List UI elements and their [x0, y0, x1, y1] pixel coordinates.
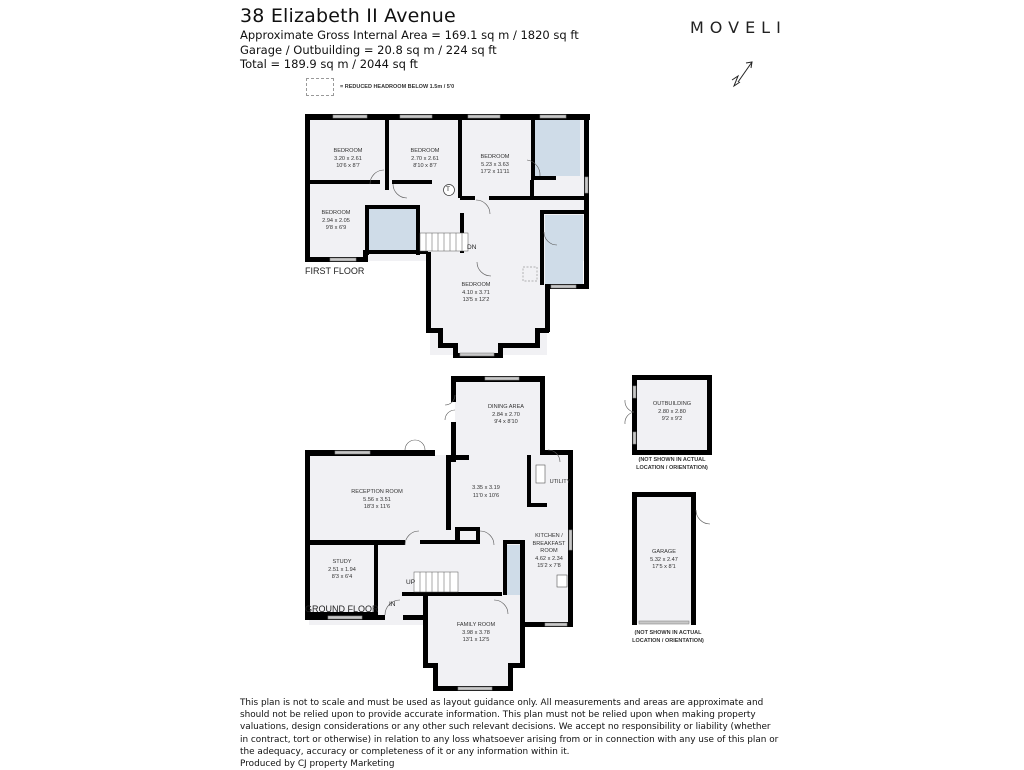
room-bedroom-2: BEDROOM 2.70 x 2.61 8'10 x 8'7: [410, 148, 440, 170]
brand-logo: MOVELI: [690, 18, 787, 37]
entrance-label: IN: [389, 601, 396, 608]
stairs-down-label: DN: [467, 244, 477, 251]
room-outbuilding: OUTBUILDING 2.80 x 2.80 9'2 x 9'2: [652, 401, 692, 423]
producer-credit: Produced by CJ property Marketing: [240, 759, 395, 770]
room-utility: UTILITY: [549, 479, 571, 485]
first-floor-label: FIRST FLOOR: [305, 266, 365, 276]
property-title: 38 Elizabeth II Avenue: [240, 5, 456, 27]
ground-floor-label: GROUND FLOOR: [305, 604, 379, 614]
gross-internal-area: Approximate Gross Internal Area = 169.1 sq m / 1820 sq ft: [240, 28, 579, 42]
room-dining-area: DINING AREA 2.84 x 2.70 9'4 x 8'10: [487, 404, 525, 426]
legend-text: = REDUCED HEADROOM BELOW 1.5m / 5'0: [340, 84, 455, 90]
outbuilding-location-note: (NOT SHOWN IN ACTUAL LOCATION / ORIENTATION): [636, 457, 708, 471]
room-bedroom-5: BEDROOM 4.10 x 3.71 13'5 x 12'2: [461, 282, 491, 304]
room-kitchen-breakfast: KITCHEN / BREAKFAST ROOM 4.62 x 2.34 15'2 x 7'8: [532, 533, 566, 570]
room-garage: GARAGE 5.32 x 2.47 17'5 x 8'1: [650, 549, 678, 571]
garage-location-note: (NOT SHOWN IN ACTUAL LOCATION / ORIENTATION): [632, 630, 704, 644]
tank-label: T: [446, 186, 450, 193]
stairs-up-label: UP: [406, 579, 416, 586]
room-study: STUDY 2.51 x 1.94 8'3 x 6'4: [328, 559, 356, 581]
disclaimer-text: This plan is not to scale and must be used as layout guidance only. All measurements and areas are approximate and should not be relied upon to provide accurate information. This plan must not be relied upon when making property valuations, design considerations or any other such relevant decisions. We accept no responsibility or liability (whether in contract, tort or otherwise) in relation to any loss whatsoever arising from or in connection with any use of this plan or the adequacy, accuracy or completeness of it or any information within it.: [240, 698, 779, 757]
room-bedroom-3: BEDROOM 5.23 x 3.63 17'2 x 11'11: [480, 154, 510, 176]
room-family: FAMILY ROOM 3.98 x 3.78 13'1 x 12'5: [456, 622, 496, 644]
room-bedroom-1: BEDROOM 3.20 x 2.61 10'6 x 8'7: [333, 148, 363, 170]
room-bedroom-4: BEDROOM 2.94 x 2.05 9'8 x 6'9: [321, 210, 351, 232]
garage-outbuilding-area: Garage / Outbuilding = 20.8 sq m / 224 sq ft: [240, 42, 497, 57]
room-hall-open-area: 3.35 x 3.19 11'0 x 10'6: [472, 485, 500, 499]
disclaimer: [240, 697, 780, 770]
room-reception: RECEPTION ROOM 5.56 x 3.51 18'3 x 11'6: [351, 489, 403, 511]
total-area: Total = 189.9 sq m / 2044 sq ft: [240, 57, 418, 71]
